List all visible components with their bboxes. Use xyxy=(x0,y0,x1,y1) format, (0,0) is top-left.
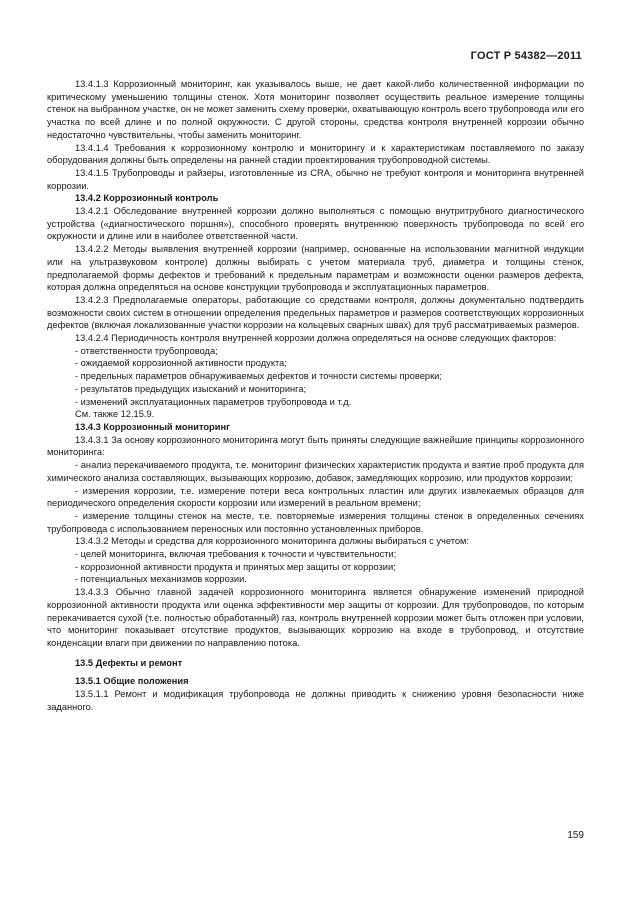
paragraph-13-4-2-1: 13.4.2.1 Обследование внутренней коррозии должно выполняться с помощью внутритрубного диагностического устройства («диагностического поршня»), способного проверять внутреннюю поверхность трубопровода по всей его окружности и длине или в наиболее ответственной части. xyxy=(47,206,584,242)
heading-13-5-1: 13.5.1 Общие положения xyxy=(75,676,189,687)
list-item: - потенциальных механизмов коррозии. xyxy=(75,574,247,585)
page-number: 159 xyxy=(567,830,584,841)
heading-13-5: 13.5 Дефекты и ремонт xyxy=(75,657,183,668)
paragraph-13-4-1-4: 13.4.1.4 Требования к коррозионному контролю и мониторингу и к характеристикам поставляемого по заказу оборудования должны быть определены на ранней стадии проектирования трубопроводной системы. xyxy=(47,142,584,166)
list-item: - результатов предыдущих изысканий и мониторинга; xyxy=(75,383,307,394)
list-item: - целей мониторинга, включая требования к точности и чувствительности; xyxy=(75,549,397,560)
document-body xyxy=(47,78,584,713)
paragraph-13-4-2-2: 13.4.2.2 Методы выявления внутренней коррозии (например, основанные на использовании магнитной индукции или на ультразвуковом контроле) должны выбирать с учетом материала труб, диаметра и толщины стенок, предполагаемой формы дефектов и требований к предельным параметрам и возможности оценки размеров дефекта, которая должна определяться на основе конструкции трубопровода и эксплуатационных параметров. xyxy=(47,244,584,293)
paragraph-13-4-3-3: 13.4.3.3 Обычно главной задачей коррозионного мониторинга является обнаружение изменений природной коррозионной активности продукта или оценка эффективности мер защиты от коррозии. Для трубопроводов, по которым перекачивается сухой (т.е. полностью обработанный) газ, контроль внутренней коррозии может быть отложен при условии, что мониторинг показывает отсутствие продуктов, вызывающих коррозию на входе в трубопровод, и отсутствие конденсации влаги при движении по направлению потока. xyxy=(47,587,584,648)
list-item: - предельных параметров обнаруживаемых дефектов и точности системы проверки; xyxy=(75,371,442,382)
list-item: - измерение толщины стенок на месте, т.е. повторяемые измерения толщины стенок в определенных сечениях трубопровода с использованием переносных или постоянно установленных приборов. xyxy=(47,510,584,534)
list-item: - ожидаемой коррозионной активности продукта; xyxy=(75,358,287,369)
paragraph-13-4-2-3: 13.4.2.3 Предполагаемые операторы, работающие со средствами контроля, должны документально подтвердить возможности своих систем в отношении определения предельных параметров и размеров соответствующих коррозионных дефектов (включая локализованные участки коррозии на кольцевых сварных швах) для труб рассматриваемых размеров. xyxy=(47,294,584,331)
paragraph-13-4-2-4: 13.4.2.4 Периодичность контроля внутренней коррозии должна определяться на основе следующих факторов: xyxy=(75,333,557,344)
heading-13-4-3: 13.4.3 Коррозионный мониторинг xyxy=(75,421,230,432)
list-item: - ответственности трубопровода; xyxy=(75,345,218,356)
list-item: - измерения коррозии, т.е. измерение потери веса контрольных пластин или других извлекаемых образцов для периодического определения скорости коррозии или измерений в реальном времени; xyxy=(47,485,584,509)
paragraph-13-4-1-3: 13.4.1.3 Коррозионный мониторинг, как указывалось выше, не дает какой-либо количественной информации по критическому уменьшению толщины стенок. Хотя мониторинг позволяет осуществить реальное измерение толщины стенок на выбранном участке, он не может заменить схему проверки, охватывающую контроль всего трубопровода или его участка по всей длине и по полной окружности. С другой стороны, средства контроля внутренней коррозии обычно недостаточно чувствительны, чтобы заменить мониторинг. xyxy=(47,79,584,140)
list-item: - анализ перекачиваемого продукта, т.е. мониторинг физических характеристик продукта и взятие проб продукта для химического анализа составляющих, вызывающих коррозию, добавок, замедляющих коррозию, или продуктов коррозии; xyxy=(47,460,584,483)
list-item: - изменений эксплуатационных параметров трубопровода и т.д. xyxy=(75,396,352,407)
paragraph-13-4-3-1: 13.4.3.1 За основу коррозионного мониторинга могут быть приняты следующие важнейшие принципы коррозионного мониторинга: xyxy=(47,434,584,458)
paragraph-13-5-1-1: 13.5.1.1 Ремонт и модификация трубопровода не должны приводить к снижению уровня безопасности ниже заданного. xyxy=(47,689,584,712)
standard-header: ГОСТ Р 54382—2011 xyxy=(470,50,582,62)
see-also-reference: См. также 12.15.9. xyxy=(75,409,155,420)
paragraph-13-4-3-2: 13.4.3.2 Методы и средства для коррозионного мониторинга должны выбираться с учетом: xyxy=(75,536,470,547)
list-item: - коррозионной активности продукта и принятых мер защиты от коррозии; xyxy=(75,561,396,572)
heading-13-4-2: 13.4.2 Коррозионный контроль xyxy=(75,193,219,204)
paragraph-13-4-1-5: 13.4.1.5 Трубопроводы и райзеры, изготовленные из CRA, обычно не требуют контроля и мониторинга внутренней коррозии. xyxy=(47,167,584,191)
